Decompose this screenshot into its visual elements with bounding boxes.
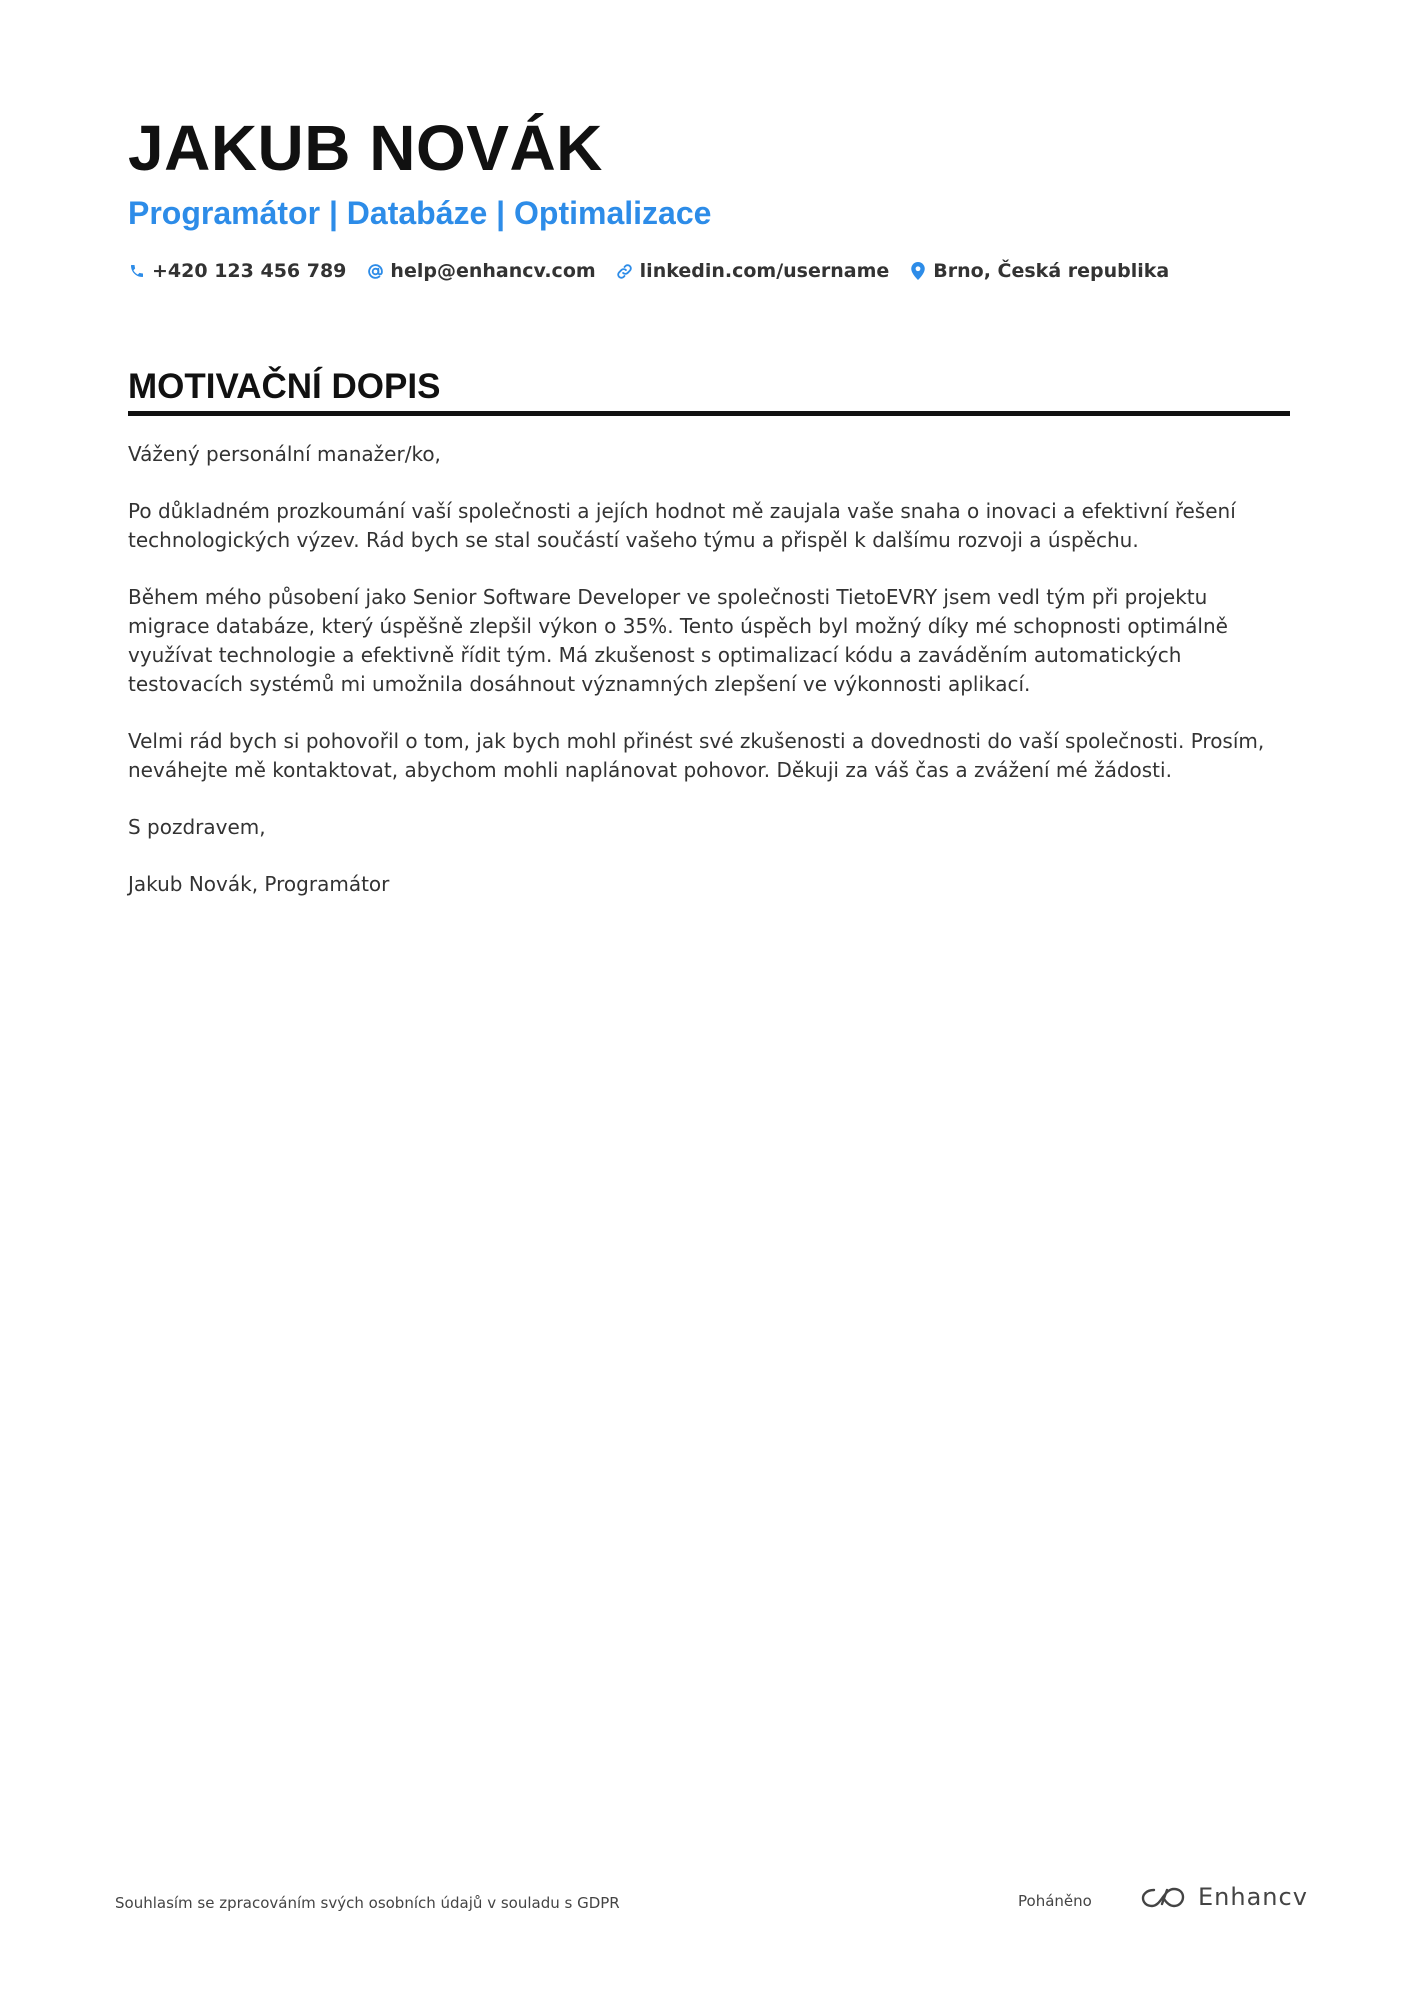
location-pin-icon bbox=[909, 262, 927, 280]
brand-name: Enhancv bbox=[1198, 1883, 1308, 1911]
gdpr-consent-text: Souhlasím se zpracováním svých osobních údajů v souladu s GDPR bbox=[115, 1894, 620, 1912]
phone-icon bbox=[128, 262, 146, 280]
contact-phone[interactable] bbox=[128, 260, 346, 282]
letter-signature: Jakub Novák, Programátor bbox=[128, 872, 390, 896]
brand-link[interactable] bbox=[1140, 1882, 1308, 1912]
cover-letter-section bbox=[128, 365, 1290, 927]
link-icon bbox=[616, 262, 634, 280]
letter-paragraph: Velmi rád bych si pohovořil o tom, jak bych mohl přinést své zkušenosti a dovednosti do vaší společnosti. Prosím, neváhejte mě kontaktovat, abychom mohli naplánovat pohovor. Děkuji za váš čas a zvážení mé žádosti. bbox=[128, 729, 1265, 782]
at-icon bbox=[366, 262, 384, 280]
section-divider bbox=[128, 411, 1290, 416]
contact-email[interactable] bbox=[366, 260, 595, 282]
contact-email-text: help@enhancv.com bbox=[390, 260, 596, 282]
footer bbox=[115, 1880, 1308, 1920]
enhancv-logo-icon bbox=[1140, 1882, 1186, 1912]
contact-phone-text: +420 123 456 789 bbox=[152, 260, 347, 282]
candidate-name: JAKUB NOVÁK bbox=[128, 112, 603, 184]
powered-by-label: Poháněno bbox=[1018, 1892, 1092, 1910]
contact-linkedin[interactable] bbox=[616, 260, 890, 282]
contact-location-text: Brno, Česká republika bbox=[933, 260, 1170, 282]
header bbox=[128, 108, 1288, 286]
contact-location bbox=[909, 260, 1169, 282]
candidate-subtitle: Programátor | Databáze | Optimalizace bbox=[128, 195, 712, 231]
section-title: MOTIVAČNÍ DOPIS bbox=[128, 367, 441, 406]
letter-paragraph: Během mého působení jako Senior Software Developer ve společnosti TietoEVRY jsem vedl tým při projektu migrace databáze, který úspěšně zlepšil výkon o 35%. Tento úspěch byl možný díky mé schopnosti optimálně využívat technologie a efektivně řídit tým. Má zkušenost s optimalizací kódu a zaváděním automatických testovacích systémů mi umožnila dosáhnout významných zlepšení ve výkonnosti aplikací. bbox=[128, 585, 1228, 696]
letter-body bbox=[128, 440, 1290, 899]
letter-closing: S pozdravem, bbox=[128, 815, 266, 839]
letter-paragraph: Po důkladném prozkoumání vaší společnosti a jejích hodnot mě zaujala vaše snaha o inovaci a efektivní řešení technologických výzev. Rád bych se stal součástí vašeho týmu a přispěl k dalšímu rozvoji a úspěchu. bbox=[128, 499, 1236, 552]
contact-linkedin-text: linkedin.com/username bbox=[639, 260, 890, 282]
letter-greeting: Vážený personální manažer/ko, bbox=[128, 442, 441, 466]
contact-bar bbox=[128, 256, 1288, 286]
